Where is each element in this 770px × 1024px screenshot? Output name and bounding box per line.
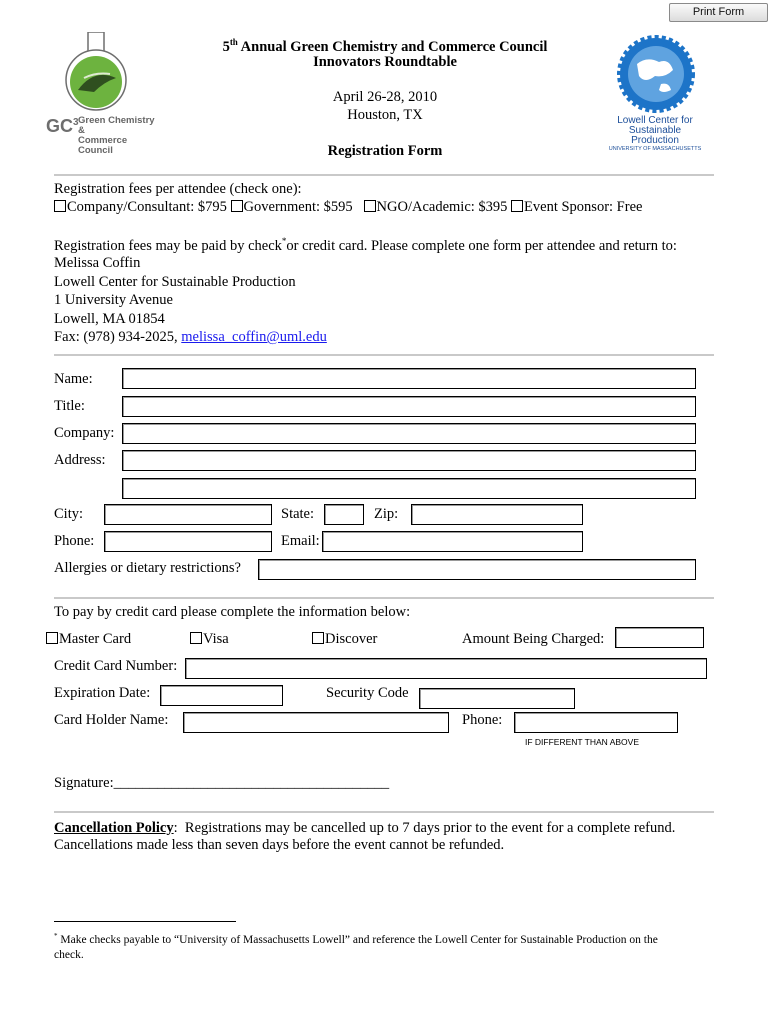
divider xyxy=(54,354,714,356)
card-number-label: Credit Card Number: xyxy=(54,658,178,674)
address-line: Melissa Coffin xyxy=(54,255,141,271)
address-line: 1 University Avenue xyxy=(54,292,173,308)
state-label: State: xyxy=(281,506,315,522)
amount-label: Amount Being Charged: xyxy=(462,631,605,647)
visa-option xyxy=(190,631,229,648)
credit-card-intro: To pay by credit card please complete the information below: xyxy=(54,604,411,620)
company-input[interactable] xyxy=(122,423,696,444)
event-title xyxy=(170,37,600,56)
form-title: Registration Form xyxy=(327,143,443,159)
email-input[interactable] xyxy=(322,531,583,552)
master-card-label: Master Card xyxy=(59,631,132,647)
cancellation-text-2: Cancellations made less than seven days before the event cannot be refunded. xyxy=(54,837,505,853)
city-label: City: xyxy=(54,506,84,522)
card-phone-label: Phone: xyxy=(462,712,503,728)
fee-ngo-checkbox[interactable] xyxy=(364,200,376,212)
gc3-line2: Commerce Council xyxy=(78,135,128,156)
discover-label: Discover xyxy=(325,631,378,647)
divider xyxy=(54,597,714,599)
payment-note-before: Registration fees may be paid by check xyxy=(54,237,282,254)
address-label: Address: xyxy=(54,452,106,468)
visa-label: Visa xyxy=(203,631,229,647)
discover-option xyxy=(312,631,377,648)
fees-intro: Registration fees per attendee (check one): xyxy=(54,181,302,197)
address-input-2[interactable] xyxy=(122,478,696,499)
fax-line xyxy=(54,328,327,347)
globe-gear-icon xyxy=(611,34,701,114)
title-input[interactable] xyxy=(122,396,696,417)
master-card-checkbox[interactable] xyxy=(46,632,58,644)
title-num: 5 xyxy=(222,38,230,55)
lowell-line3: UNIVERSITY OF MASSACHUSETTS xyxy=(608,146,702,152)
email-label: Email: xyxy=(281,533,320,549)
lowell-line2: Sustainable Production xyxy=(628,125,682,146)
fee-options xyxy=(54,199,642,216)
event-dates: April 26-28, 2010 xyxy=(332,89,438,105)
fee-sponsor-label: Event Sponsor: Free xyxy=(524,199,643,215)
holder-name-input[interactable] xyxy=(183,712,449,733)
cancellation-colon: : xyxy=(173,820,178,836)
fee-ngo-label: NGO/Academic: $395 xyxy=(376,199,508,215)
fee-company-label: Company/Consultant: $795 xyxy=(67,199,227,215)
zip-input[interactable] xyxy=(411,504,583,525)
lowell-center-logo xyxy=(605,34,705,152)
city-input[interactable] xyxy=(104,504,272,525)
cancellation-text-1: Registrations may be cancelled up to 7 days prior to the event for a complete refund. xyxy=(184,820,676,836)
footnote-rule xyxy=(54,921,236,922)
event-location: Houston, TX xyxy=(347,107,423,123)
fee-company-checkbox[interactable] xyxy=(54,200,66,212)
gc3-line1: Green Chemistry & xyxy=(78,115,155,136)
footnote-text-2: check. xyxy=(54,948,84,961)
fax-number: Fax: (978) 934-2025, xyxy=(54,329,178,345)
cancellation-policy xyxy=(54,820,675,837)
allergies-input[interactable] xyxy=(258,559,696,580)
gc3-mark: GC xyxy=(46,116,73,136)
security-code-label: Security Code xyxy=(326,685,409,701)
name-input[interactable] xyxy=(122,368,696,389)
if-different-note: IF DIFFERENT THAN ABOVE xyxy=(525,737,639,747)
print-form-button[interactable]: Print Form xyxy=(669,3,768,22)
allergies-label: Allergies or dietary restrictions? xyxy=(54,560,241,576)
flask-icon xyxy=(44,32,164,112)
security-code-input[interactable] xyxy=(419,688,575,709)
phone-label: Phone: xyxy=(54,533,95,549)
mailing-address xyxy=(54,254,327,347)
address-input-1[interactable] xyxy=(122,450,696,471)
footnote-text: Make checks payable to “University of Massachusetts Lowell” and reference the Lowell Center for Sustainable Production on the xyxy=(60,933,658,946)
holder-name-label: Card Holder Name: xyxy=(54,712,169,728)
fee-government-checkbox[interactable] xyxy=(231,200,243,212)
title-rest: Annual Green Chemistry and Commerce Council xyxy=(240,38,548,55)
signature-line[interactable]: Signature:______________________________________ xyxy=(54,775,390,791)
gc3-logo xyxy=(44,32,164,156)
payment-note xyxy=(54,236,677,255)
gc3-sup: 3 xyxy=(73,117,79,128)
phone-input[interactable] xyxy=(104,531,272,552)
fee-government-label: Government: $595 xyxy=(243,199,353,215)
event-subtitle: Innovators Roundtable xyxy=(313,54,457,70)
company-label: Company: xyxy=(54,425,115,441)
address-line: Lowell, MA 01854 xyxy=(54,310,165,327)
title-label: Title: xyxy=(54,398,85,414)
amount-input[interactable] xyxy=(615,627,704,648)
zip-label: Zip: xyxy=(374,506,399,522)
title-sup: th xyxy=(229,37,238,47)
lowell-line1: Lowell Center for xyxy=(617,115,693,126)
card-number-input[interactable] xyxy=(185,658,707,679)
divider xyxy=(54,811,714,813)
state-input[interactable] xyxy=(324,504,364,525)
payment-note-after: or credit card. Please complete one form per attendee and return to: xyxy=(286,237,677,254)
discover-checkbox[interactable] xyxy=(312,632,324,644)
expiration-input[interactable] xyxy=(160,685,283,706)
address-line: Lowell Center for Sustainable Production xyxy=(54,273,296,290)
fee-sponsor-checkbox[interactable] xyxy=(511,200,523,212)
expiration-label: Expiration Date: xyxy=(54,685,151,701)
footnote-mark: * xyxy=(54,932,58,940)
payment-note-asterisk: * xyxy=(281,236,287,246)
visa-checkbox[interactable] xyxy=(190,632,202,644)
email-link[interactable]: melissa_coffin@uml.edu xyxy=(181,329,327,345)
footnote xyxy=(54,929,734,963)
card-phone-input[interactable] xyxy=(514,712,678,733)
master-card-option xyxy=(46,631,131,648)
cancellation-label: Cancellation Policy xyxy=(54,820,174,836)
name-label: Name: xyxy=(54,371,93,387)
divider xyxy=(54,174,714,176)
